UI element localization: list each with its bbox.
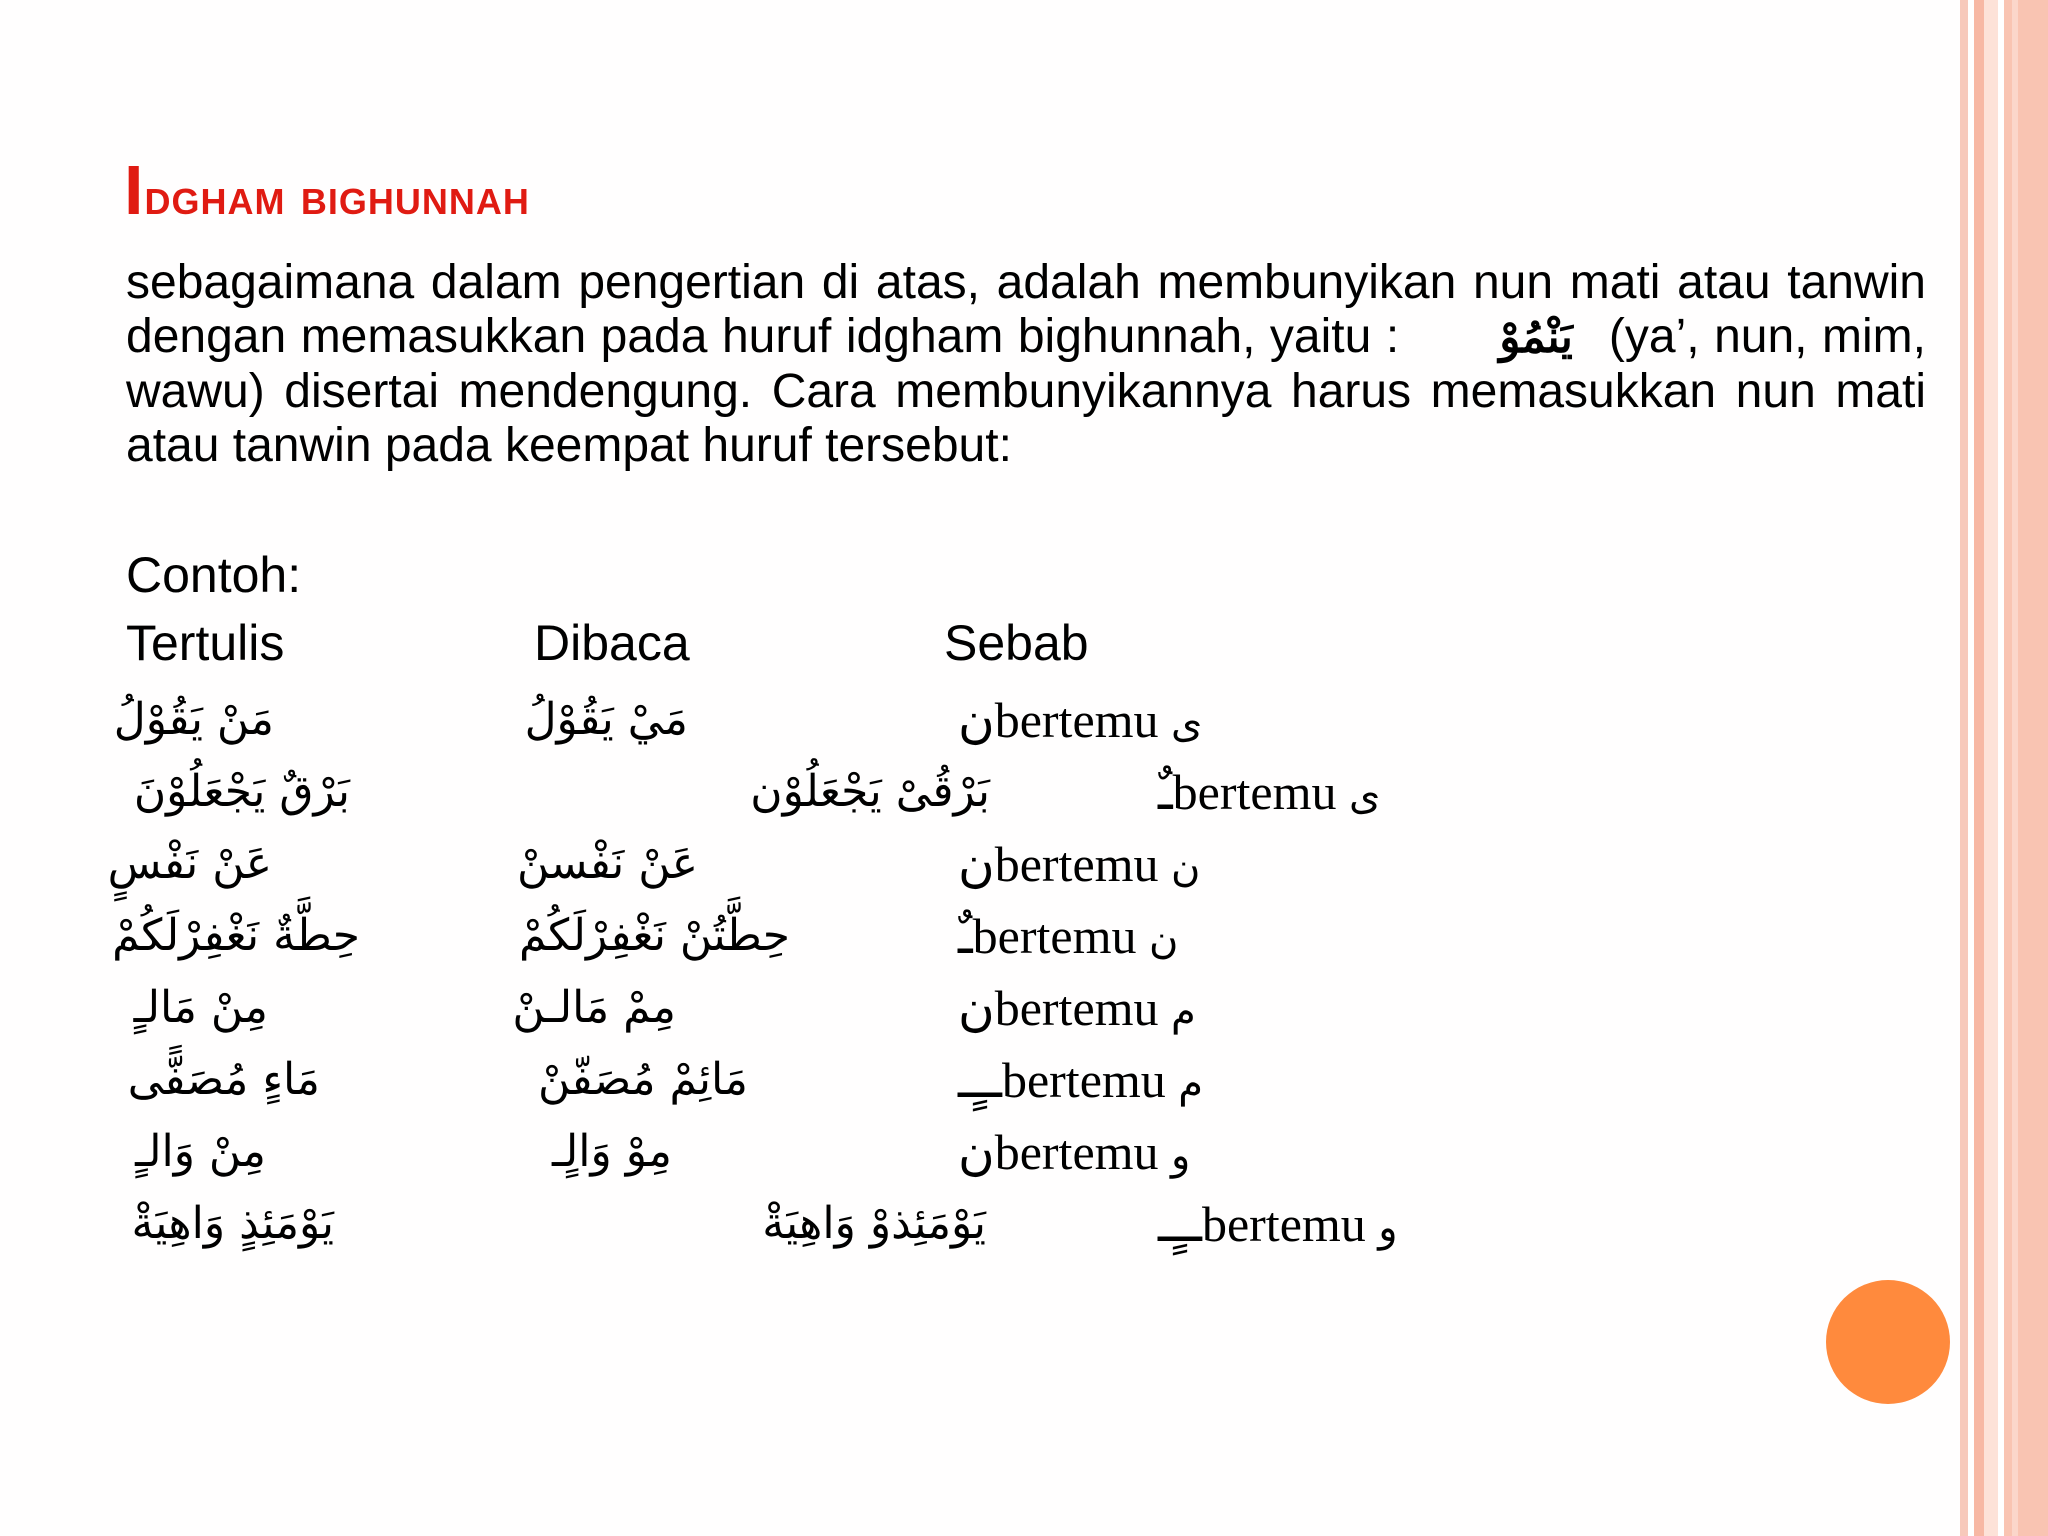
paragraph-part1: sebagaimana dalam pengertian di atas, adalah membunyikan nun mati atau tanwin dengan memasukkan pada huruf idgham bighunnah, yaitu :	[126, 256, 1926, 363]
cell-dibaca: مِمْ مَالـنْ	[512, 982, 676, 1033]
cell-sebab	[958, 976, 1196, 1044]
cell-sebab	[958, 1120, 1190, 1188]
cell-tertulis: حِطَّةٌ نَغْفِرْلَكُمْ	[112, 910, 360, 961]
table-row	[0, 1048, 1500, 1118]
sebab-mark: ـٌ	[1158, 764, 1173, 820]
table-row	[0, 976, 1500, 1046]
cell-tertulis: مَاءٍ مُصَفًّى	[127, 1054, 320, 1105]
sebab-mark: ــٍـ	[958, 1052, 1002, 1108]
table-row	[0, 832, 1500, 902]
table-row	[0, 1192, 1500, 1262]
sebab-mark: ن	[958, 692, 995, 748]
cell-sebab	[1158, 760, 1380, 828]
cell-tertulis: مَنْ يَقُوْلُ	[113, 694, 274, 745]
border-stripe	[2012, 0, 2018, 1536]
sebab-letter: م	[1171, 989, 1196, 1035]
header-tertulis: Tertulis	[126, 615, 285, 671]
sebab-mark: ــٍـ	[1158, 1196, 1202, 1252]
paragraph-arabic-letters: يَنْمُوْ	[1499, 312, 1573, 363]
cell-tertulis: عَنْ نَفْسٍ	[107, 838, 272, 889]
border-stripe	[1960, 0, 1968, 1536]
border-stripe	[2004, 0, 2048, 1536]
border-stripe	[1984, 0, 1998, 1536]
cell-tertulis: مِنْ وَالـٍ	[135, 1126, 266, 1177]
cell-sebab	[958, 832, 1200, 900]
title-rest: dgham bighunnah	[144, 168, 530, 226]
cell-tertulis: يَوْمَئِذٍ وَاهِيَةْ	[131, 1198, 334, 1249]
sebab-word: bertemu	[972, 908, 1137, 964]
table-row	[0, 904, 1500, 974]
cell-dibaca: مَائِمْ مُصَفّنْ	[538, 1054, 748, 1105]
sebab-word: bertemu	[994, 692, 1159, 748]
cell-dibaca: مِوْ وَالٍـ	[551, 1126, 672, 1177]
paragraph-part2: (ya’, nun, mim, wawu) disertai mendengung. Cara membunyikannya harus memasukkan nun mati atau tanwin pada keempat huruf tersebut:	[126, 310, 1927, 472]
cell-sebab	[1158, 1192, 1398, 1260]
slide-title	[124, 150, 530, 230]
table-row	[0, 1120, 1500, 1190]
decorative-circle	[1826, 1280, 1950, 1404]
cell-sebab	[958, 904, 1178, 972]
sebab-letter: ى	[1171, 701, 1203, 747]
sebab-letter: ى	[1348, 773, 1381, 819]
table-row	[0, 688, 1500, 758]
sebab-word: bertemu	[1172, 764, 1337, 820]
sebab-word: bertemu	[994, 836, 1159, 892]
title-first-letter: I	[124, 151, 145, 229]
sebab-letter: ن	[1148, 917, 1179, 963]
cell-dibaca: مَيْ يَقُوْلُ	[524, 694, 688, 745]
sebab-letter: و	[1378, 1205, 1398, 1251]
sebab-letter: و	[1171, 1133, 1191, 1179]
cell-sebab	[958, 688, 1202, 756]
cell-dibaca: يَوْمَئِذوْ وَاهِيَةْ	[762, 1198, 986, 1249]
cell-dibaca: عَنْ نَفْسنْ	[517, 838, 698, 889]
header-dibaca: Dibaca	[534, 615, 690, 671]
sebab-word: bertemu	[994, 1124, 1159, 1180]
cell-tertulis: بَرْقٌ يَجْعَلُوْنَ	[133, 766, 350, 817]
sebab-mark: ـٌ	[958, 908, 973, 964]
sebab-letter: م	[1178, 1061, 1204, 1107]
border-stripe	[1974, 0, 1984, 1536]
sebab-word: bertemu	[1201, 1196, 1366, 1252]
sebab-mark: ن	[958, 980, 995, 1036]
cell-dibaca: حِطَّتُنْ نَغْفِرْلَكُمْ	[518, 910, 790, 961]
header-sebab: Sebab	[944, 615, 1089, 671]
sebab-word: bertemu	[994, 980, 1159, 1036]
cell-dibaca: بَرْقُىْ يَجْعَلُوْن	[750, 766, 990, 817]
body-paragraph	[126, 256, 1926, 473]
table-row	[0, 760, 1500, 830]
sebab-mark: ن	[958, 836, 995, 892]
sebab-letter: ن	[1171, 845, 1201, 891]
contoh-label: Contoh:	[126, 547, 302, 603]
sebab-mark: ن	[958, 1124, 995, 1180]
cell-sebab	[958, 1048, 1203, 1116]
sebab-word: bertemu	[1001, 1052, 1166, 1108]
cell-tertulis: مِنْ مَالـٍ	[133, 982, 268, 1033]
